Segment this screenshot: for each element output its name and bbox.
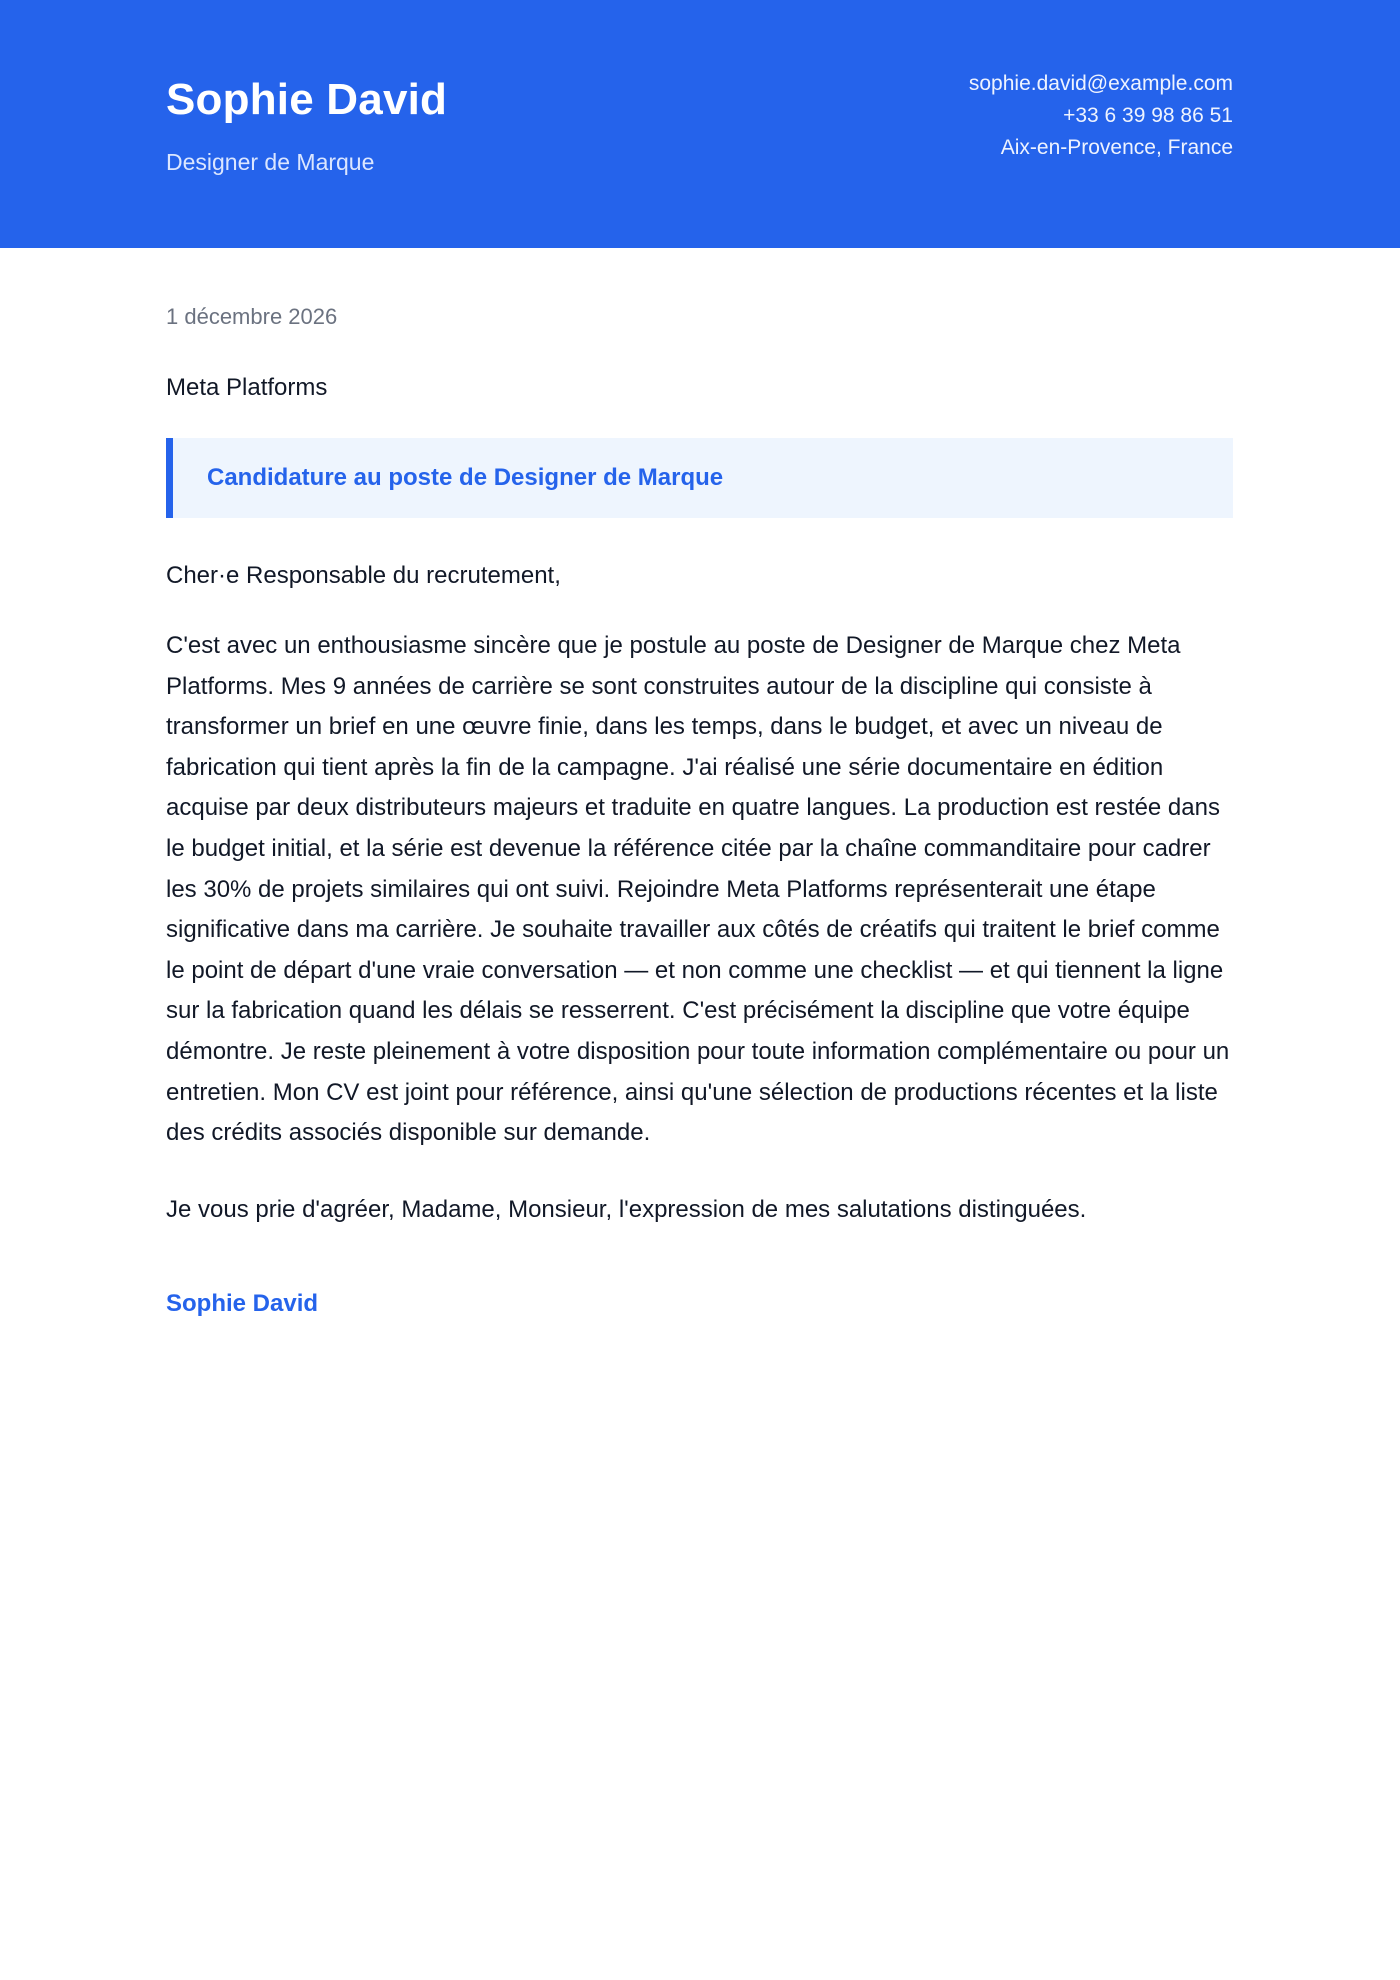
contact-block [969,68,1233,164]
letter-body: C'est avec un enthousiasme sincère que je postule au poste de Designer de Marque chez Meta Platforms. Mes 9 années de carrière se sont construites autour de la discipline qui consiste à transformer un brief en une œuvre finie, dans les temps, dans le budget, et avec un niveau de fabrication qui tient après la fin de la campagne. J'ai réalisé une série documentaire en édition acquise par deux distributeurs majeurs et traduite en quatre langues. La production est restée dans le budget initial, et la série est devenue la référence citée par la chaîne commanditaire pour cadrer les 30% de projets similaires qui ont suivi. Rejoindre Meta Platforms représenterait une étape significative dans ma carrière. Je souhaite travailler aux côtés de créatifs qui traitent le brief comme le point de départ d'une vraie conversation — et non comme une checklist — et qui tiennent la ligne sur la fabrication quand les délais se resserrent. C'est précisément la discipline que votre équipe démontre. Je reste pleinement à votre disposition pour toute information complémentaire ou pour un entretien. Mon CV est joint pour référence, ainsi qu'une sélection de productions récentes et la liste des crédits associés disponible sur demande. [166,632,1230,1147]
sender-name: Sophie David [166,75,448,124]
sender-role: Designer de Marque [166,149,375,175]
subject-banner [166,438,1233,518]
letter-content [166,248,1233,1320]
recipient-company: Meta Platforms [166,374,328,401]
closing-line: Je vous prie d'agréer, Madame, Monsieur, l'expression de mes salutations distinguées. [166,1195,1087,1223]
letter-date: 1 décembre 2026 [166,304,338,329]
subject-text: Candidature au poste de Designer de Marque [207,464,724,491]
header-identity [166,74,447,176]
letter-header [0,0,1400,248]
contact-phone: +33 6 39 98 86 51 [1063,104,1233,127]
contact-email: sophie.david@example.com [968,72,1233,95]
salutation: Cher·e Responsable du recrutement, [166,562,561,589]
signature: Sophie David [166,1289,319,1317]
contact-location: Aix-en-Provence, France [1000,136,1233,159]
